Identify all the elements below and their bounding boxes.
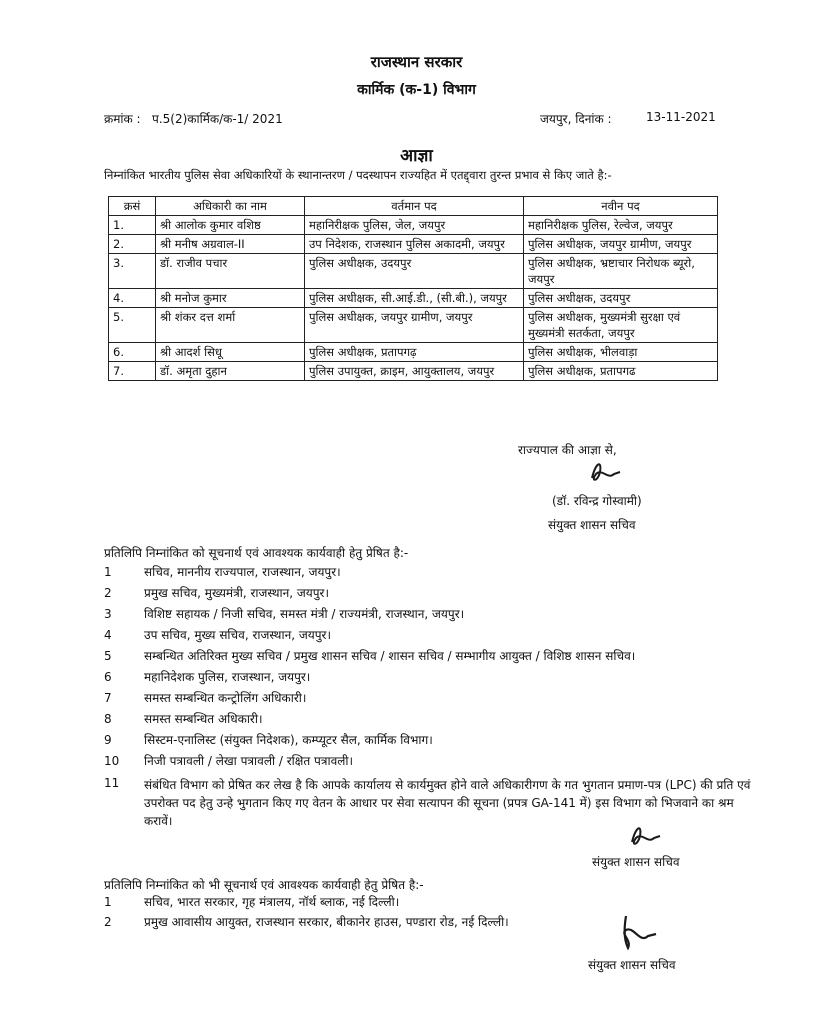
officer-name-cell: श्री आलोक कुमार वशिष्ठ: [156, 216, 305, 235]
list-item-text: समस्त सम्बन्धित कन्ट्रोलिंग अधिकारी।: [144, 691, 307, 705]
serial-cell: 3.: [109, 254, 156, 289]
place-date-label: जयपुर, दिनांक :: [540, 112, 612, 126]
serial-cell: 5.: [109, 308, 156, 343]
governor-order-line: राज्यपाल की आज्ञा से,: [518, 443, 617, 457]
serial-cell: 4.: [109, 289, 156, 308]
officer-name-cell: श्री शंकर दत्त शर्मा: [156, 308, 305, 343]
current-post-cell: पुलिस अधीक्षक, प्रतापगढ़: [305, 343, 524, 362]
signer-name: (डॉ. रविन्द्र गोस्वामी): [552, 494, 642, 508]
table-row: [109, 362, 718, 381]
new-post-cell: पुलिस अधीक्षक, जयपुर ग्रामीण, जयपुर: [524, 235, 718, 254]
table-row: [109, 254, 718, 289]
signer-designation: संयुक्त शासन सचिव: [588, 958, 676, 972]
officer-name-cell: श्री मनीष अग्रवाल-II: [156, 235, 305, 254]
officer-name-cell: श्री आदर्श सिधू: [156, 343, 305, 362]
officer-name-cell: डॉ. अमृता दुहान: [156, 362, 305, 381]
table-row: [109, 343, 718, 362]
list-item-text: सम्बन्धित अतिरिक्त मुख्य सचिव / प्रमुख शासन सचिव / शासन सचिव / सम्भागीय आयुक्त / विशिष्ठ शासन सचिव।: [144, 649, 636, 663]
signature-mark-icon: [612, 910, 664, 954]
signature-mark-icon: [624, 820, 664, 850]
signature-mark-icon: [586, 458, 626, 486]
current-post-cell: पुलिस अधीक्षक, उदयपुर: [305, 254, 524, 289]
signer-designation: संयुक्त शासन सचिव: [548, 518, 636, 532]
reference-number: प.5(2)कार्मिक/क-1/ 2021: [152, 112, 283, 126]
list-item-number: 1: [104, 565, 112, 579]
new-post-cell: पुलिस अधीक्षक, भ्रष्टाचार निरोधक ब्यूरो, जयपुर: [524, 254, 718, 289]
table-row: [109, 216, 718, 235]
officer-name-cell: डॉ. राजीव पचार: [156, 254, 305, 289]
department-title: कार्मिक (क-1) विभाग: [357, 82, 476, 98]
government-title: राजस्थान सरकार: [370, 53, 463, 71]
reference-label: क्रमांक :: [104, 112, 141, 126]
copy-list-heading: प्रतिलिपि निम्नांकित को सूचनार्थ एवं आवश्यक कार्यवाही हेतु प्रेषित है:-: [104, 546, 409, 560]
new-post-cell: महानिरीक्षक पुलिस, रेल्वेज, जयपुर: [524, 216, 718, 235]
list-item-text: महानिदेशक पुलिस, राजस्थान, जयपुर।: [144, 670, 311, 684]
current-post-cell: पुलिस उपायुक्त, क्राइम, आयुक्तालय, जयपुर: [305, 362, 524, 381]
list-item-number: 7: [104, 691, 112, 705]
officer-name-cell: श्री मनोज कुमार: [156, 289, 305, 308]
current-post-cell: पुलिस अधीक्षक, सी.आई.डी., (सी.बी.), जयपुर: [305, 289, 524, 308]
list-item-number: 5: [104, 649, 112, 663]
serial-cell: 2.: [109, 235, 156, 254]
column-header-new-post: नवीन पद: [524, 197, 718, 216]
list-item-text: प्रमुख आवासीय आयुक्त, राजस्थान सरकार, बीकानेर हाउस, पण्डारा रोड, नई दिल्ली।: [144, 915, 509, 929]
current-post-cell: उप निदेशक, राजस्थान पुलिस अकादमी, जयपुर: [305, 235, 524, 254]
list-item-number: 4: [104, 628, 112, 642]
list-item-number: 8: [104, 712, 112, 726]
list-item-number: 9: [104, 733, 112, 747]
copy-list-heading: प्रतिलिपि निम्नांकित को भी सूचनार्थ एवं आवश्यक कार्यवाही हेतु प्रेषित है:-: [104, 878, 424, 892]
new-post-cell: पुलिस अधीक्षक, प्रतापगढ: [524, 362, 718, 381]
list-item-text: निजी पत्रावली / लेखा पत्रावली / रक्षित पत्रावली।: [144, 754, 354, 768]
column-header-current-post: वर्तमान पद: [305, 197, 524, 216]
list-item-text: उप सचिव, मुख्य सचिव, राजस्थान, जयपुर।: [144, 628, 332, 642]
list-item-number: 2: [104, 915, 112, 929]
current-post-cell: महानिरीक्षक पुलिस, जेल, जयपुर: [305, 216, 524, 235]
list-item-number: 2: [104, 586, 112, 600]
column-header-serial: क्रसं: [109, 197, 156, 216]
list-item-text: सचिव, माननीय राज्यपाल, राजस्थान, जयपुर।: [144, 565, 341, 579]
list-item-number: 6: [104, 670, 112, 684]
list-item-text: विशिष्ट सहायक / निजी सचिव, समस्त मंत्री / राज्यमंत्री, राजस्थान, जयपुर।: [144, 607, 465, 621]
list-item-text: सचिव, भारत सरकार, गृह मंत्रालय, नॉर्थ ब्लाक, नई दिल्ली।: [144, 895, 400, 909]
list-item-number: 3: [104, 607, 112, 621]
order-date: 13-11-2021: [646, 110, 716, 124]
list-item-text: समस्त सम्बन्धित अधिकारी।: [144, 712, 263, 726]
table-row: [109, 308, 718, 343]
new-post-cell: पुलिस अधीक्षक, उदयपुर: [524, 289, 718, 308]
table-row: [109, 289, 718, 308]
current-post-cell: पुलिस अधीक्षक, जयपुर ग्रामीण, जयपुर: [305, 308, 524, 343]
table-row: [109, 235, 718, 254]
list-item-number: 10: [104, 754, 120, 768]
list-item-text: प्रमुख सचिव, मुख्यमंत्री, राजस्थान, जयपुर।: [144, 586, 330, 600]
table-header-row: [109, 197, 718, 216]
serial-cell: 6.: [109, 343, 156, 362]
order-title: आज्ञा: [400, 146, 433, 166]
column-header-name: अधिकारी का नाम: [156, 197, 305, 216]
serial-cell: 1.: [109, 216, 156, 235]
list-item-text: सिस्टम-एनालिस्ट (संयुक्त निदेशक), कम्प्यूटर सैल, कार्मिक विभाग।: [144, 733, 433, 747]
new-post-cell: पुलिस अधीक्षक, मुख्यमंत्री सुरक्षा एवं मुख्यमंत्री सतर्कता, जयपुर: [524, 308, 718, 343]
serial-cell: 7.: [109, 362, 156, 381]
list-item-number: 1: [104, 895, 112, 909]
new-post-cell: पुलिस अधीक्षक, भीलवाड़ा: [524, 343, 718, 362]
signer-designation: संयुक्त शासन सचिव: [592, 855, 680, 869]
order-intro: निम्नांकित भारतीय पुलिस सेवा अधिकारियों के स्थानान्तरण / पदस्थापन राज्यहित में एतद्द्वारा तुरन्त प्रभाव से किए जाते है:-: [104, 168, 612, 182]
list-item-text: संबंधित विभाग को प्रेषित कर लेख है कि आपके कार्यालय से कार्यमुक्त होने वाले अधिकारीगण के गत भुगतान प्रमाण-पत्र (LPC) की प्रति एवं उपरोक्त पद हेतु उन्हे भुगतान किए गए वेतन के आधार पर सेवा सत्यापन की सूचना (प्रपत्र GA-141 में) इस विभाग को भिजवाने का श्रम करावें।: [144, 778, 751, 828]
transfer-table: [108, 196, 718, 381]
list-item-number: 11: [104, 776, 120, 790]
